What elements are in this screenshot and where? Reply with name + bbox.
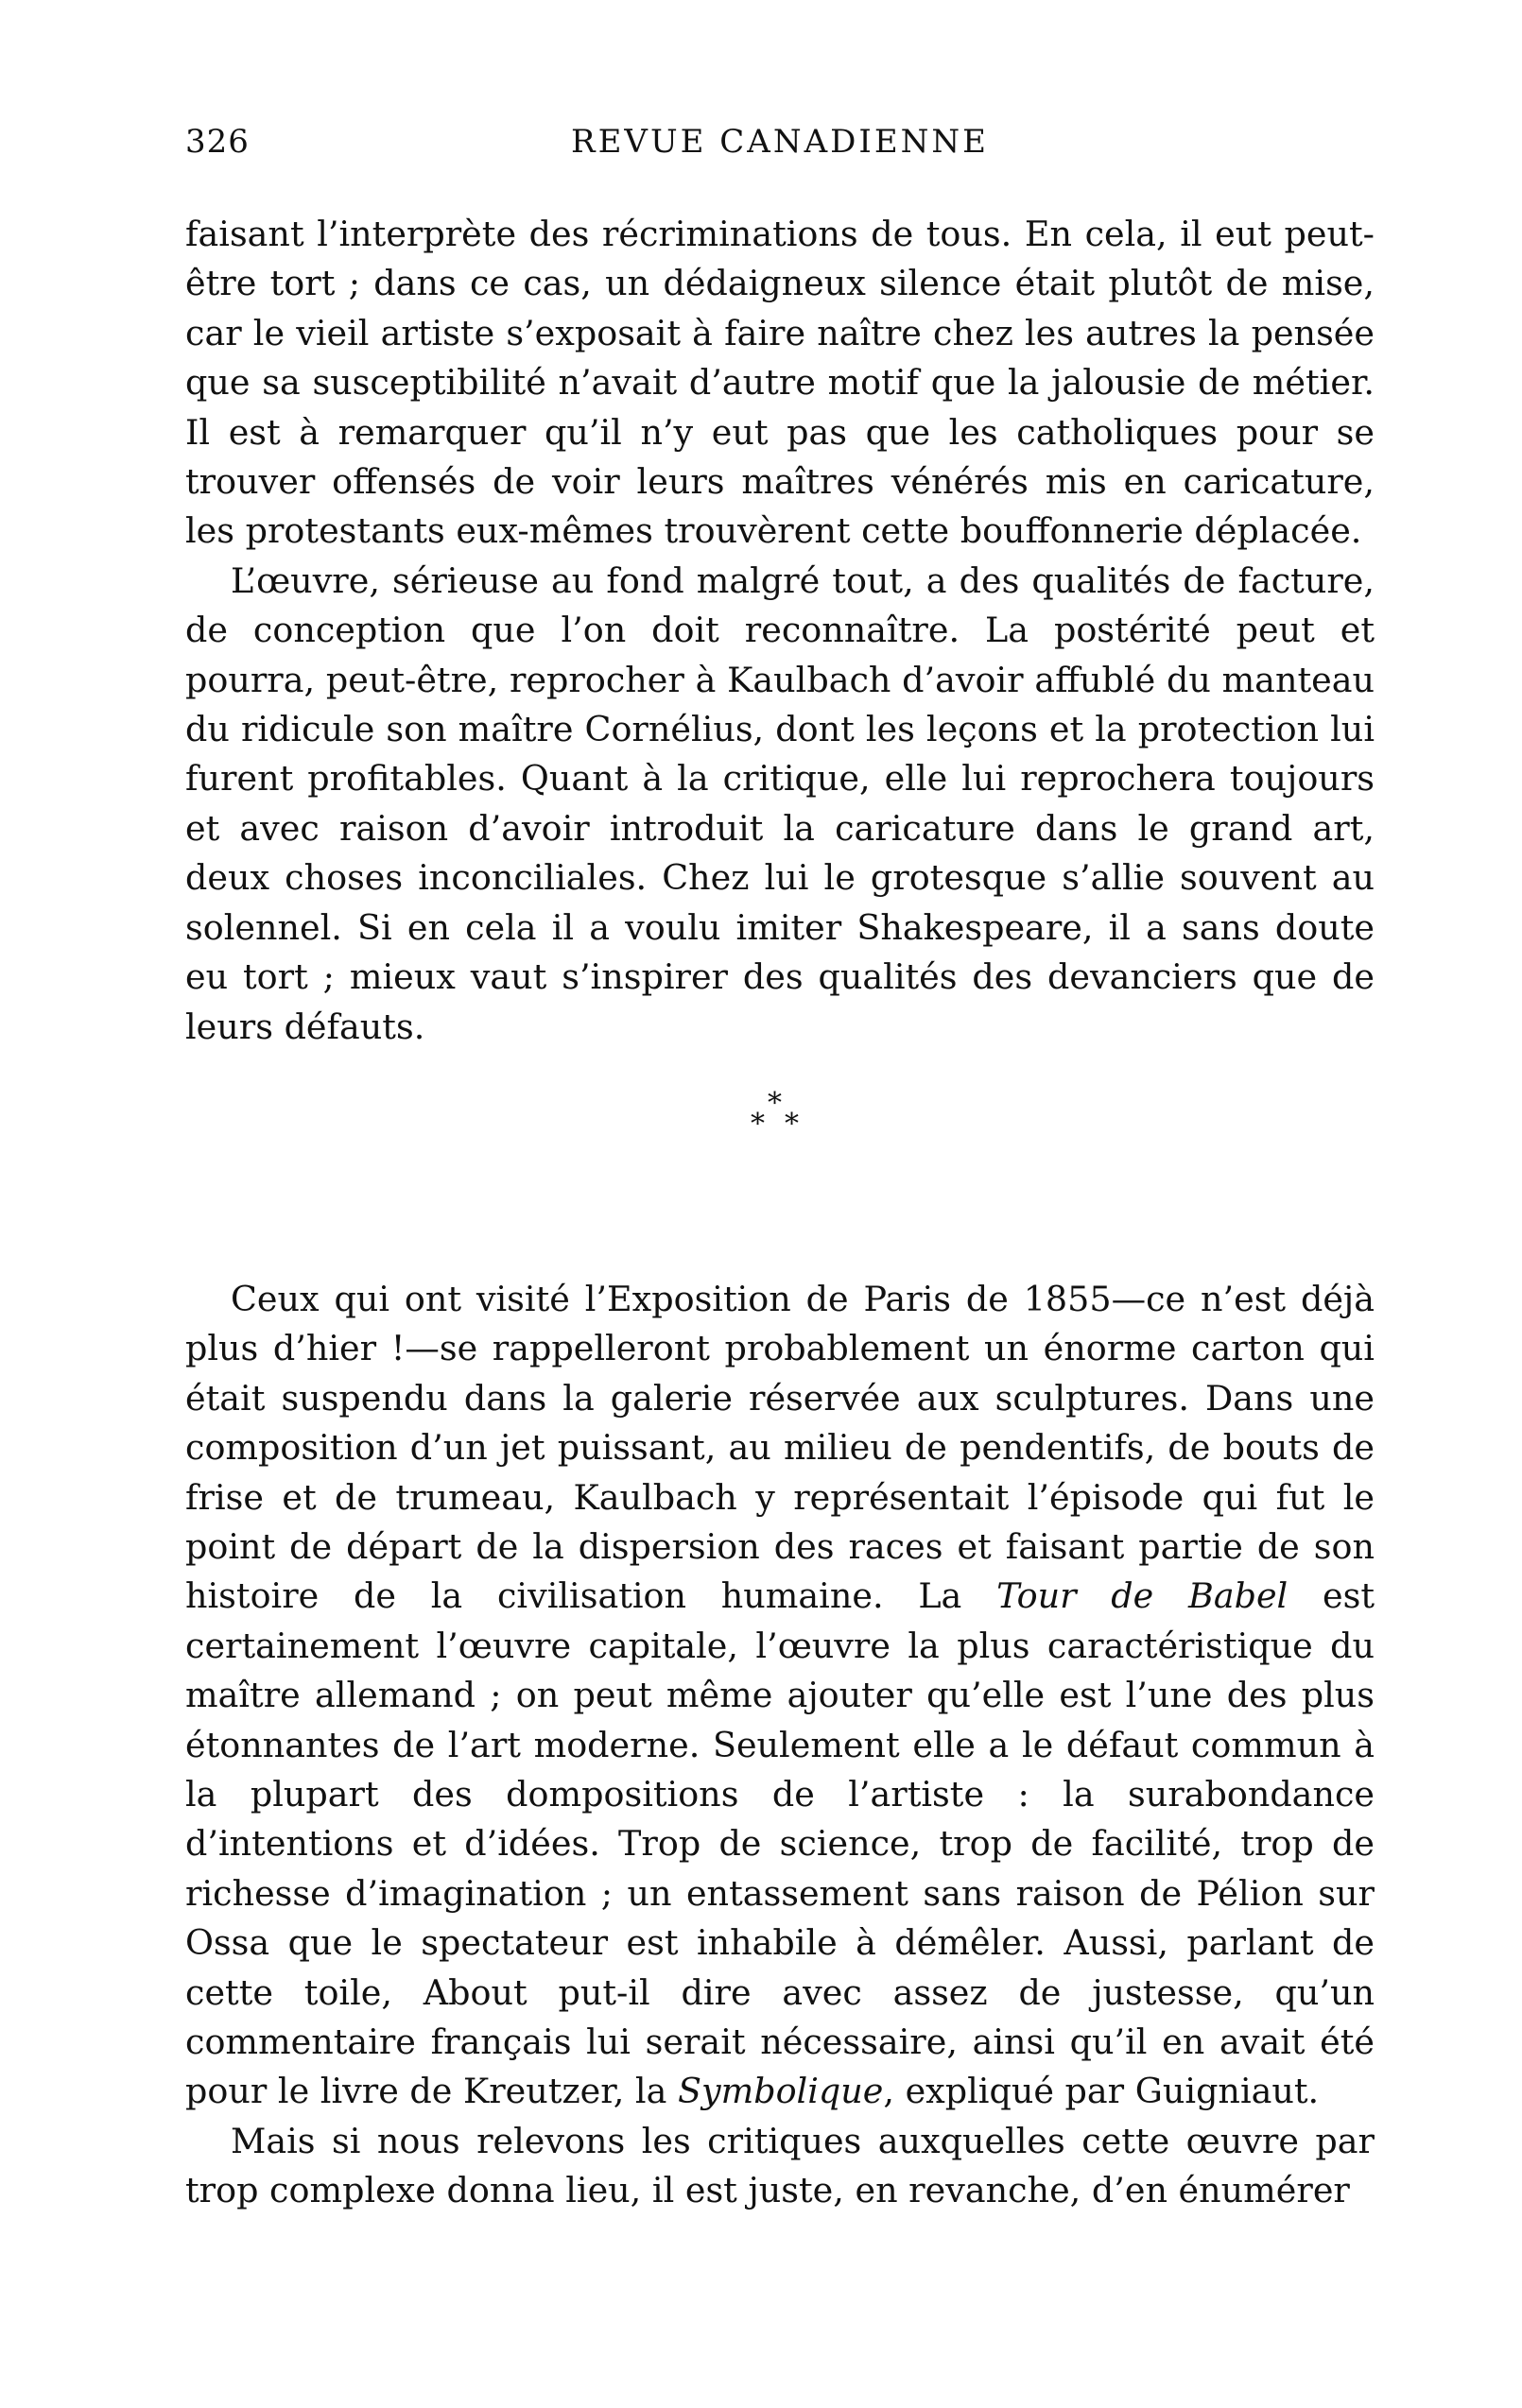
section-break-asterism bbox=[185, 1069, 1375, 1256]
document-page bbox=[185, 123, 1375, 2334]
running-title: REVUE CANADIENNE bbox=[571, 123, 989, 161]
asterism-star: * bbox=[751, 1107, 765, 1141]
paragraph-continuation: faisant l’interprète des récriminations de tous. En cela, il eut peut-être tort ; dans ce cas, un dédaigneux silence était plutôt de mise, car le vieil artiste s’exposait à faire naître chez les autres la pensée que sa susceptibilité n’avait d’autre motif que la jalousie de métier. Il est à remarquer qu’il n’y eut pas que les catholiques pour se trouver offensés de voir leurs maîtres vénérés mis en caricature, les protestants eux-mêmes trouvèrent cette bouffonnerie déplacée. bbox=[185, 214, 1375, 552]
title-tour-de-babel: Tour de Babel bbox=[996, 1575, 1289, 1617]
title-symbolique: Symbolique bbox=[677, 2071, 884, 2112]
asterism-star: * bbox=[768, 1086, 782, 1120]
paragraph-text: Ceux qui ont visité l’Exposition de Paris de 1855—ce n’est déjà plus d’hier !—se rappelleront probablement un énorme carton qui était suspendu dans la galerie réservée aux sculptures. Dans une composition d’un jet puissant, au milieu de pendentifs, de bouts de frise et de trumeau, Kaulbach y représentait l’épisode qui fut le point de départ de la dispersion des races et faisant partie de son histoire de la civilisation humaine. La bbox=[185, 1278, 1375, 1617]
paragraph-text: , expliqué par Guigniaut. bbox=[883, 2071, 1320, 2112]
page-header bbox=[185, 123, 1375, 180]
paragraph-oeuvre: L’œuvre, sérieuse au fond malgré tout, a des qualités de facture, de conception que l’on doit reconnaître. La postérité peut et pourra, peut-être, reprocher à Kaulbach d’avoir affublé du manteau du ridicule son maître Cornélius, dont les leçons et la protection lui furent profitables. Quant à la critique, elle lui reprochera toujours et avec raison d’avoir introduit la caricature dans le grand art, deux choses inconciliales. Chez lui le grotesque s’allie souvent au solennel. Si en cela il a voulu imiter Shakespeare, il a sans doute eu tort ; mieux vaut s’inspirer des qualités des devanciers que de leurs défauts. bbox=[185, 559, 1375, 1047]
paragraph-exposition bbox=[185, 1275, 1375, 2117]
paragraph-critiques: Mais si nous relevons les critiques auxquelles cette œuvre par trop complexe donna lieu, il est juste, en revanche, d’en énumérer bbox=[185, 2120, 1375, 2211]
asterism-star: * bbox=[785, 1107, 799, 1141]
paragraph-text: est certainement l’œuvre capitale, l’œuvre la plus caractéristique du maître allemand ; on peut même ajouter qu’elle est l’une des plus étonnantes de l’art moderne. Seulement elle a le défaut commun à la plupart des dompositions de l’artiste : la surabondance d’intentions et d’idées. Trop de science, trop de facilité, trop de richesse d’imagination ; un entassement sans raison de Pélion sur Ossa que le spectateur est inhabile à démêler. Aussi, parlant de cette toile, About put-il dire avec assez de justesse, qu’un commentaire français lui serait nécessaire, ainsi qu’il en avait été pour le livre de Kreutzer, la bbox=[185, 1575, 1375, 2112]
asterism bbox=[745, 1086, 821, 1146]
page-number: 326 bbox=[185, 123, 250, 161]
